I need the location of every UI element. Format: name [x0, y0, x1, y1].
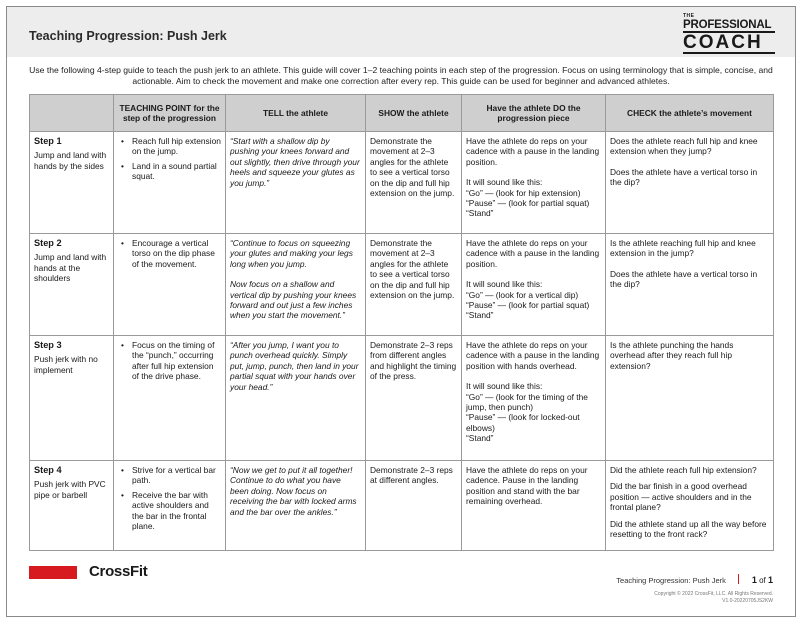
footer-info: [616, 570, 773, 604]
column-header-check: CHECK the athlete’s movement: [606, 95, 774, 132]
do-line: “Pause” — (look for locked-out elbows): [466, 412, 580, 433]
do-cell: [462, 461, 606, 551]
page-title: Teaching Progression: Push Jerk: [29, 29, 227, 43]
tell-text: Now focus on a shallow and vertical dip by pushing your knees forward and out just a few inches when you start the movement.”: [230, 279, 357, 321]
teaching-point-cell: [114, 132, 226, 234]
footer-separator: [738, 574, 739, 584]
step-title: Step 4: [34, 465, 62, 475]
footer-doc-title: Teaching Progression: Push Jerk: [616, 576, 726, 585]
show-text: Demonstrate 2–3 reps at different angles.: [370, 465, 453, 486]
check-cell: [606, 461, 774, 551]
table-row-step-4: [30, 461, 774, 551]
do-line: “Pause” — (look for partial squat): [466, 198, 590, 209]
check-question: Does the athlete have a vertical torso in the dip?: [610, 166, 758, 188]
do-line: “Pause” — (look for partial squat): [466, 300, 590, 311]
table-row-step-3: [30, 336, 774, 461]
teaching-point-item: • Strive for a vertical bar path.: [118, 465, 221, 486]
teaching-point-item: • Land in a sound partial squat.: [118, 161, 221, 182]
tell-text: “After you jump, I want you to punch overhead quickly. Simply put, jump, punch, then land in your partial squat with your hands over your head.”: [230, 340, 359, 392]
teaching-point-item: • Receive the bar with active shoulders and the bar in the frontal plane.: [118, 490, 221, 532]
tell-text: “Continue to focus on squeezing your glutes and making your legs long when you jump.: [230, 238, 353, 269]
step-title: Step 2: [34, 238, 62, 248]
step-cell: [30, 336, 114, 461]
do-line: It will sound like this:: [466, 177, 543, 188]
teaching-point-cell: [114, 336, 226, 461]
document-page: [6, 6, 796, 617]
tell-text: “Now we get to put it all together! Continue to do what you have been doing. Now focus on receiving the bar with locked arms and the bar over the ankles.”: [230, 465, 357, 517]
show-text: Demonstrate the movement at 2–3 angles for the athlete to see a vertical torso on the dip and full hip extension on the jump.: [370, 238, 455, 301]
show-cell: [366, 234, 462, 336]
teaching-point-item: • Encourage a vertical torso on the dip phase of the movement.: [118, 238, 221, 269]
tell-cell: [226, 234, 366, 336]
header-band: [7, 7, 795, 57]
do-line: “Go” — (look for hip extension): [466, 187, 581, 198]
teaching-point-item: • Focus on the timing of the “punch,” occurring after full hip extension of the drive phase.: [118, 340, 221, 382]
tell-cell: [226, 336, 366, 461]
step-description: Push jerk with no implement: [34, 354, 98, 375]
show-text: Demonstrate the movement at 2–3 angles for the athlete to see a vertical torso on the dip and full hip extension on the jump.: [370, 136, 455, 199]
check-question: Is the athlete punching the hands overhead after they reach full hip extension?: [610, 340, 734, 371]
column-header-tell: TELL the athlete: [226, 95, 366, 132]
page-of: of: [759, 576, 766, 585]
table-header-row: [30, 95, 774, 132]
progression-table: [29, 94, 774, 551]
teaching-point-cell: [114, 234, 226, 336]
do-cell: [462, 336, 606, 461]
do-line: Have the athlete do reps on your cadence. Pause in the landing position and stand with the bar remaining overhead.: [466, 465, 588, 507]
step-cell: [30, 234, 114, 336]
do-line: Have the athlete do reps on your cadence with a pause in the landing position.: [466, 136, 600, 167]
do-line: “Stand”: [466, 208, 494, 219]
page-current: 1: [751, 575, 757, 585]
footer-copyright: Copyright © 2022 CrossFit, LLC. All Rights Reserved.: [654, 591, 773, 597]
check-cell: [606, 336, 774, 461]
table-row-step-2: [30, 234, 774, 336]
check-question: Did the athlete reach full hip extension?: [610, 465, 757, 475]
teaching-point-item: • Reach full hip extension on the jump.: [118, 136, 221, 157]
show-text: Demonstrate 2–3 reps from different angles and highlight the timing of the press.: [370, 340, 457, 382]
check-cell: [606, 234, 774, 336]
check-question: Did the athlete stand up all the way before resetting to the front rack?: [610, 518, 767, 540]
do-cell: [462, 234, 606, 336]
logo-coach: COACH: [683, 31, 775, 54]
step-title: Step 3: [34, 340, 62, 350]
column-header-step: [30, 95, 114, 132]
do-line: “Go” — (look for a vertical dip): [466, 289, 579, 300]
do-cell: [462, 132, 606, 234]
tell-text: “Start with a shallow dip by pushing your knees forward and out slightly, then drive through your heels and squeeze your glutes as you jump.”: [230, 136, 360, 188]
check-cell: [606, 132, 774, 234]
page-total: 1: [767, 575, 773, 585]
professional-coach-logo: [683, 13, 775, 55]
logo-professional: PROFESSIONAL: [683, 19, 772, 31]
check-question: Is the athlete reaching full hip and knee extension in the jump?: [610, 238, 756, 259]
do-line: “Stand”: [466, 433, 494, 444]
page-number: [752, 575, 773, 585]
check-question: Did the bar finish in a good overhead position — active shoulders and in the frontal plane?: [610, 481, 752, 513]
tell-cell: [226, 461, 366, 551]
step-description: Jump and land with hands at the shoulders: [34, 252, 107, 284]
column-header-teaching-point: TEACHING POINT for the step of the progression: [114, 95, 226, 132]
table-row-step-1: [30, 132, 774, 234]
do-line: Have the athlete do reps on your cadence with a pause in the landing position.: [466, 238, 600, 269]
do-line: It will sound like this:: [466, 279, 543, 290]
step-description: Push jerk with PVC pipe or barbell: [34, 479, 106, 500]
do-line: Have the athlete do reps on your cadence with a pause in the landing position with hands overhead.: [466, 340, 600, 371]
step-title: Step 1: [34, 136, 62, 146]
do-line: It will sound like this:: [466, 381, 543, 392]
column-header-show: SHOW the athlete: [366, 95, 462, 132]
show-cell: [366, 132, 462, 234]
step-cell: [30, 132, 114, 234]
column-header-do: Have the athlete DO the progression piece: [462, 95, 606, 132]
check-question: Does the athlete have a vertical torso in the dip?: [610, 268, 758, 290]
step-cell: [30, 461, 114, 551]
do-line: “Go” — (look for the timing of the jump, then punch): [466, 391, 588, 413]
footer-version: V1.0-20220705JS2KW: [722, 598, 773, 604]
tell-cell: [226, 132, 366, 234]
show-cell: [366, 461, 462, 551]
crossfit-logo: CrossFit: [89, 563, 148, 580]
intro-paragraph: Use the following 4-step guide to teach the push jerk to an athlete. This guide will cover 1–2 teaching points in each step of the progression. Focus on using terminology that is simple, concise, and actionable. Aim to check the movement and make one correction after every rep. This guide can be used for beginner and advanced athletes.: [29, 65, 773, 86]
logo-the: THE: [683, 13, 695, 19]
teaching-point-cell: [114, 461, 226, 551]
show-cell: [366, 336, 462, 461]
do-line: “Stand”: [466, 310, 494, 321]
footer-accent-bar: [29, 566, 77, 579]
step-description: Jump and land with hands by the sides: [34, 150, 107, 171]
check-question: Does the athlete reach full hip and knee extension when they jump?: [610, 136, 758, 157]
